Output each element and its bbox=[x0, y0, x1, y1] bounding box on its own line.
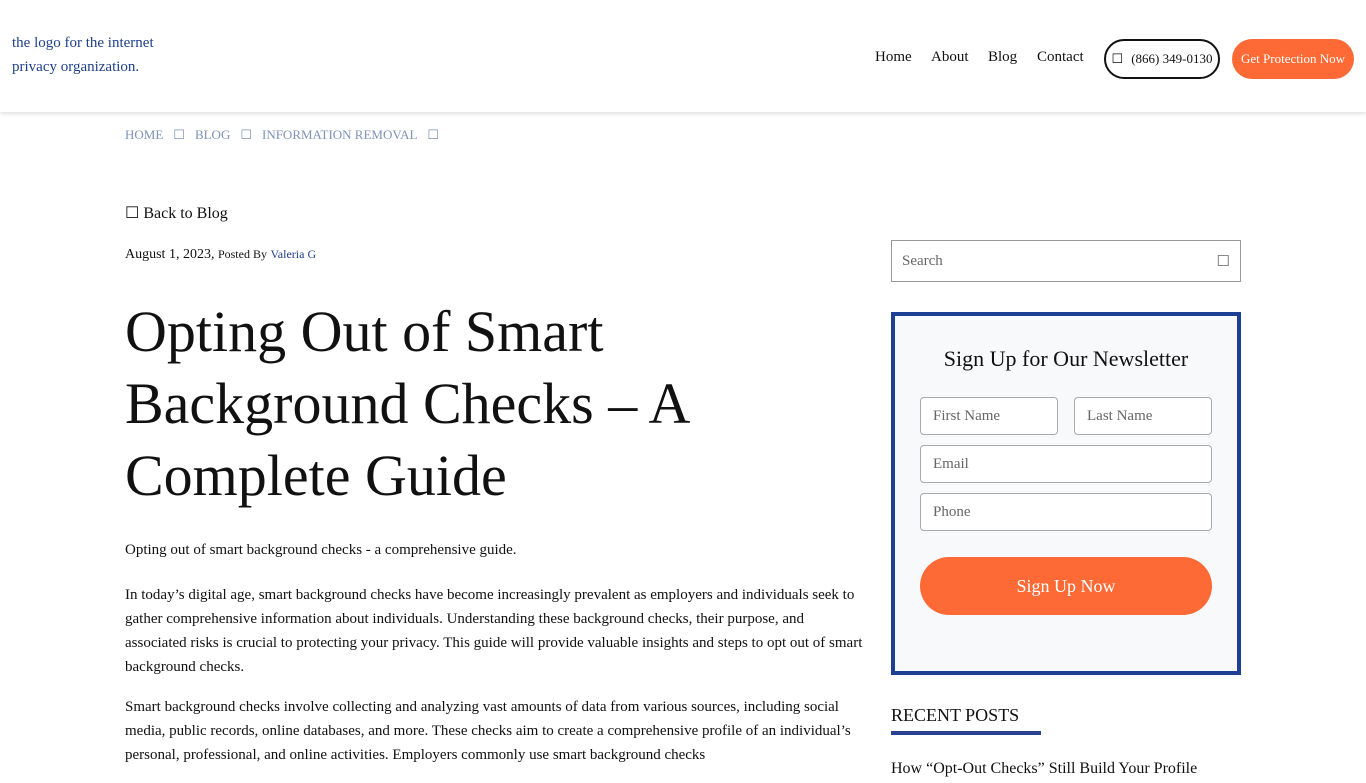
posted-by-label: Posted By bbox=[217, 247, 267, 261]
search-placeholder: Search bbox=[902, 252, 943, 269]
post-meta bbox=[125, 247, 316, 263]
breadcrumb-home[interactable]: HOME bbox=[125, 127, 164, 142]
arrow-left-icon: ☐ bbox=[125, 205, 144, 222]
search-icon[interactable]: ☐ bbox=[1216, 253, 1230, 270]
phone-icon: ☐ bbox=[1111, 51, 1124, 66]
recent-post-link[interactable]: How “Opt-Out Checks” Still Build Your Profile bbox=[891, 760, 1198, 777]
get-protection-button[interactable]: Get Protection Now bbox=[1232, 39, 1354, 79]
phone-button[interactable] bbox=[1104, 39, 1220, 79]
last-name-field[interactable]: Last Name bbox=[1074, 397, 1212, 435]
heading-underline bbox=[891, 731, 1041, 735]
nav-about[interactable]: About bbox=[931, 49, 969, 65]
paragraph: In today’s digital age, smart background checks have become increasingly prevalent as employers and individuals seek to gather comprehensive information about individuals. Understanding these background checks, their purpose, and associated risks is crucial to protecting your privacy. This guide will provide valuable insights and steps to opt out of smart background checks. bbox=[125, 587, 863, 675]
phone-number: (866) 349-0130 bbox=[1131, 51, 1213, 66]
breadcrumb-information-removal[interactable]: INFORMATION REMOVAL bbox=[261, 127, 418, 142]
nav-home[interactable]: Home bbox=[875, 49, 912, 65]
breadcrumb-blog[interactable]: BLOG bbox=[194, 127, 231, 142]
image-alt-text: Opting out of smart background checks - a comprehensive guide. bbox=[125, 542, 517, 558]
email-field[interactable]: Email bbox=[920, 445, 1212, 483]
search-input[interactable] bbox=[891, 240, 1241, 282]
author-link[interactable]: Valeria G bbox=[270, 247, 317, 261]
sign-up-button[interactable]: Sign Up Now bbox=[920, 557, 1212, 615]
newsletter-form bbox=[891, 312, 1241, 675]
phone-field[interactable]: Phone bbox=[920, 493, 1212, 531]
site-header bbox=[0, 0, 1366, 112]
page-title: Opting Out of Smart Background Checks – A Complete Guide bbox=[125, 299, 688, 508]
post-date: August 1, 2023, bbox=[125, 247, 215, 262]
featured-image bbox=[125, 542, 517, 559]
newsletter-title: Sign Up for Our Newsletter bbox=[943, 346, 1189, 371]
breadcrumb bbox=[125, 127, 439, 143]
article-body bbox=[125, 583, 865, 783]
chevron-right-icon: ☐ bbox=[240, 127, 252, 142]
chevron-right-icon: ☐ bbox=[427, 127, 440, 142]
back-to-blog-link[interactable] bbox=[125, 203, 228, 223]
nav-blog[interactable]: Blog bbox=[988, 49, 1018, 65]
first-name-field[interactable]: First Name bbox=[920, 397, 1058, 435]
logo[interactable]: the logo for the internet privacy organization. bbox=[12, 35, 154, 75]
chevron-right-icon: ☐ bbox=[173, 127, 185, 142]
back-label: Back to Blog bbox=[143, 205, 228, 222]
paragraph: Smart background checks involve collecting and analyzing vast amounts of data from various sources, including social media, public records, online databases, and more. These checks aim to create a comprehensive profile of an individual’s personal, professional, and online activities. Employers commonly use smart background checks bbox=[125, 699, 851, 763]
recent-posts-heading: RECENT POSTS bbox=[891, 705, 1020, 725]
nav-contact[interactable]: Contact bbox=[1037, 49, 1084, 65]
